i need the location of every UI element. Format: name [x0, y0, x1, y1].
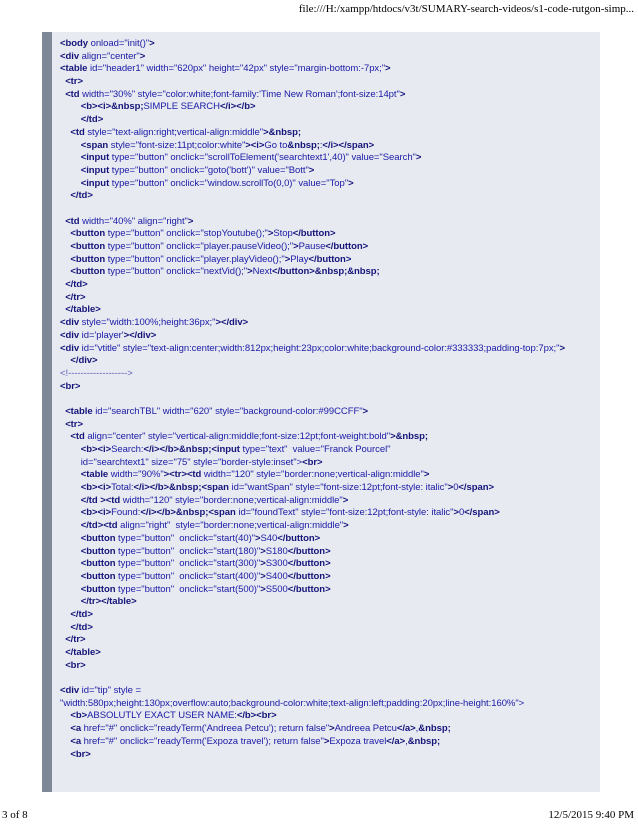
code-line: <button type="button" onclick="start(400)">S400</button>	[80, 570, 331, 582]
code-line	[60, 672, 600, 685]
code-line: <input type="button" onclick="window.scrollTo(0,0)" value="Top">	[80, 177, 354, 189]
code-line: <div id="vtitle" style="text-align:center;width:812px;height:23px;color:white;background-color:#333333;padding-top:7px;">	[60, 342, 565, 354]
code-line: <span style="font-size:11pt;color:white"><i>Go to&nbsp;:</i></span>	[80, 139, 375, 151]
code-line: </td>	[70, 190, 93, 202]
code-line: </td ><td width="120" style="border:none;vertical-align:middle">	[80, 494, 349, 506]
code-line: <button type="button" onclick="start(180)">S180</button>	[80, 545, 331, 557]
code-line: </td>	[80, 114, 104, 126]
code-line: id="searchtext1" size="75" style="border-style:inset"><br>	[60, 456, 323, 468]
page-header-url: file:///H:/xampp/htdocs/v3t/SUMARY-search-videos/s1-code-rutgon-simp...	[298, 3, 634, 15]
code-line: </td><td align="right" style="border:none;vertical-align:middle">	[80, 520, 349, 532]
code-line: </table>	[65, 304, 101, 316]
code-line: <div style="width:100%;height:36px;"></div>	[60, 317, 249, 329]
code-line: <a href="#" onclick="readyTerm('Expoza travel'); return false">Expoza travel</a>,&nbsp;	[70, 735, 441, 747]
code-line: <b><i>Total:</i></b>&nbsp;<span id="wantSpan" style="font-size:12pt;font-style: italic">0</span>	[80, 482, 494, 494]
code-line: <table id="searchTBL" width="620" style="background-color:#99CCFF">	[65, 405, 369, 417]
code-line	[60, 393, 600, 406]
code-line: <table id="header1" width="620px" height="42px" style="margin-bottom:-7px;">	[60, 63, 391, 75]
code-line: </table>	[65, 647, 101, 658]
code-line: <button type="button" onclick="start(300)">S300</button>	[80, 558, 331, 570]
code-line: <button type="button" onclick="player.pauseVideo();">Pause</button>	[70, 241, 369, 252]
code-line: </td>	[70, 608, 93, 620]
code-line: <button type="button" onclick="stopYoutube();">Stop</button>	[70, 228, 336, 240]
code-line: <div id="tip" style =	[60, 685, 141, 697]
code-line: <input type="button" onclick="goto('bott')" value="Bott">	[80, 164, 315, 176]
code-listing	[60, 38, 600, 761]
code-line: <td align="center" style="vertical-align:middle;font-size:12pt;font-weight:bold">&nbsp;	[70, 431, 429, 443]
code-line: <b><i>&nbsp;SIMPLE SEARCH</i></b>	[80, 101, 256, 113]
code-line: </div>	[70, 355, 98, 367]
code-line: <button type="button" onclick="start(40)">S40</button>	[80, 532, 321, 544]
code-line: <tr>	[65, 418, 83, 430]
print-datetime: 12/5/2015 9:40 PM	[548, 809, 634, 821]
code-line: <br>	[65, 659, 86, 671]
code-line: <b><i>Search:</i></b>&nbsp;<input type="text" value="Franck Pourcel"	[80, 444, 391, 455]
code-panel	[42, 32, 600, 792]
code-line: <td width="30%" style="color:white;font-family:'Time New Roman';font-size:14pt">	[65, 88, 406, 100]
code-line: <button type="button" onclick="player.playVideo();">Play</button>	[70, 253, 352, 265]
code-line: <td width="40%" align="right">	[65, 215, 194, 227]
code-line: </td>	[70, 621, 93, 633]
code-line: <td style="text-align:right;vertical-align:middle">&nbsp;	[70, 126, 302, 138]
code-line: <tr>	[65, 76, 83, 88]
code-line: <table width="90%"><tr><td width="120" style="border:none;vertical-align:middle">	[80, 469, 430, 481]
code-line	[60, 203, 600, 216]
code-line: </td>	[65, 279, 88, 291]
code-line: <b><i>Found:</i></b>&nbsp;<span id="foundText" style="font-size:12pt;font-style: italic">0</span>	[80, 507, 500, 519]
code-line: </tr>	[65, 634, 86, 646]
code-line: <body onload="init()">	[60, 38, 155, 49]
code-line: <div align="center">	[60, 50, 146, 62]
code-line: <button type="button" onclick="start(500)">S500</button>	[80, 583, 331, 595]
code-line: <br>	[70, 748, 91, 760]
code-line: <b>ABSOLUTLY EXACT USER NAME:</b><br>	[70, 710, 277, 722]
code-line: <button type="button" onclick="nextVid();">Next</button>&nbsp;&nbsp;	[70, 266, 380, 278]
code-line: <input type="button" onclick="scrollToElement('searchtext1',40)" value="Search">	[80, 152, 422, 164]
code-line: "width:580px;height:130px;overflow:auto;background-color:white;text-align:left;padding:20px;line-height:160%">	[60, 697, 525, 709]
code-line: <!------------------->	[60, 367, 133, 379]
code-line: <br>	[60, 380, 81, 392]
code-line: <a href="#" onclick="readyTerm('Andreea Petcu'); return false">Andreea Petcu</a>,&nbsp;	[70, 723, 451, 735]
code-line: </tr></table>	[80, 596, 137, 608]
code-line: </tr>	[65, 291, 86, 303]
code-line: <div id='player'></div>	[60, 329, 157, 341]
page-number: 3 of 8	[2, 809, 28, 821]
